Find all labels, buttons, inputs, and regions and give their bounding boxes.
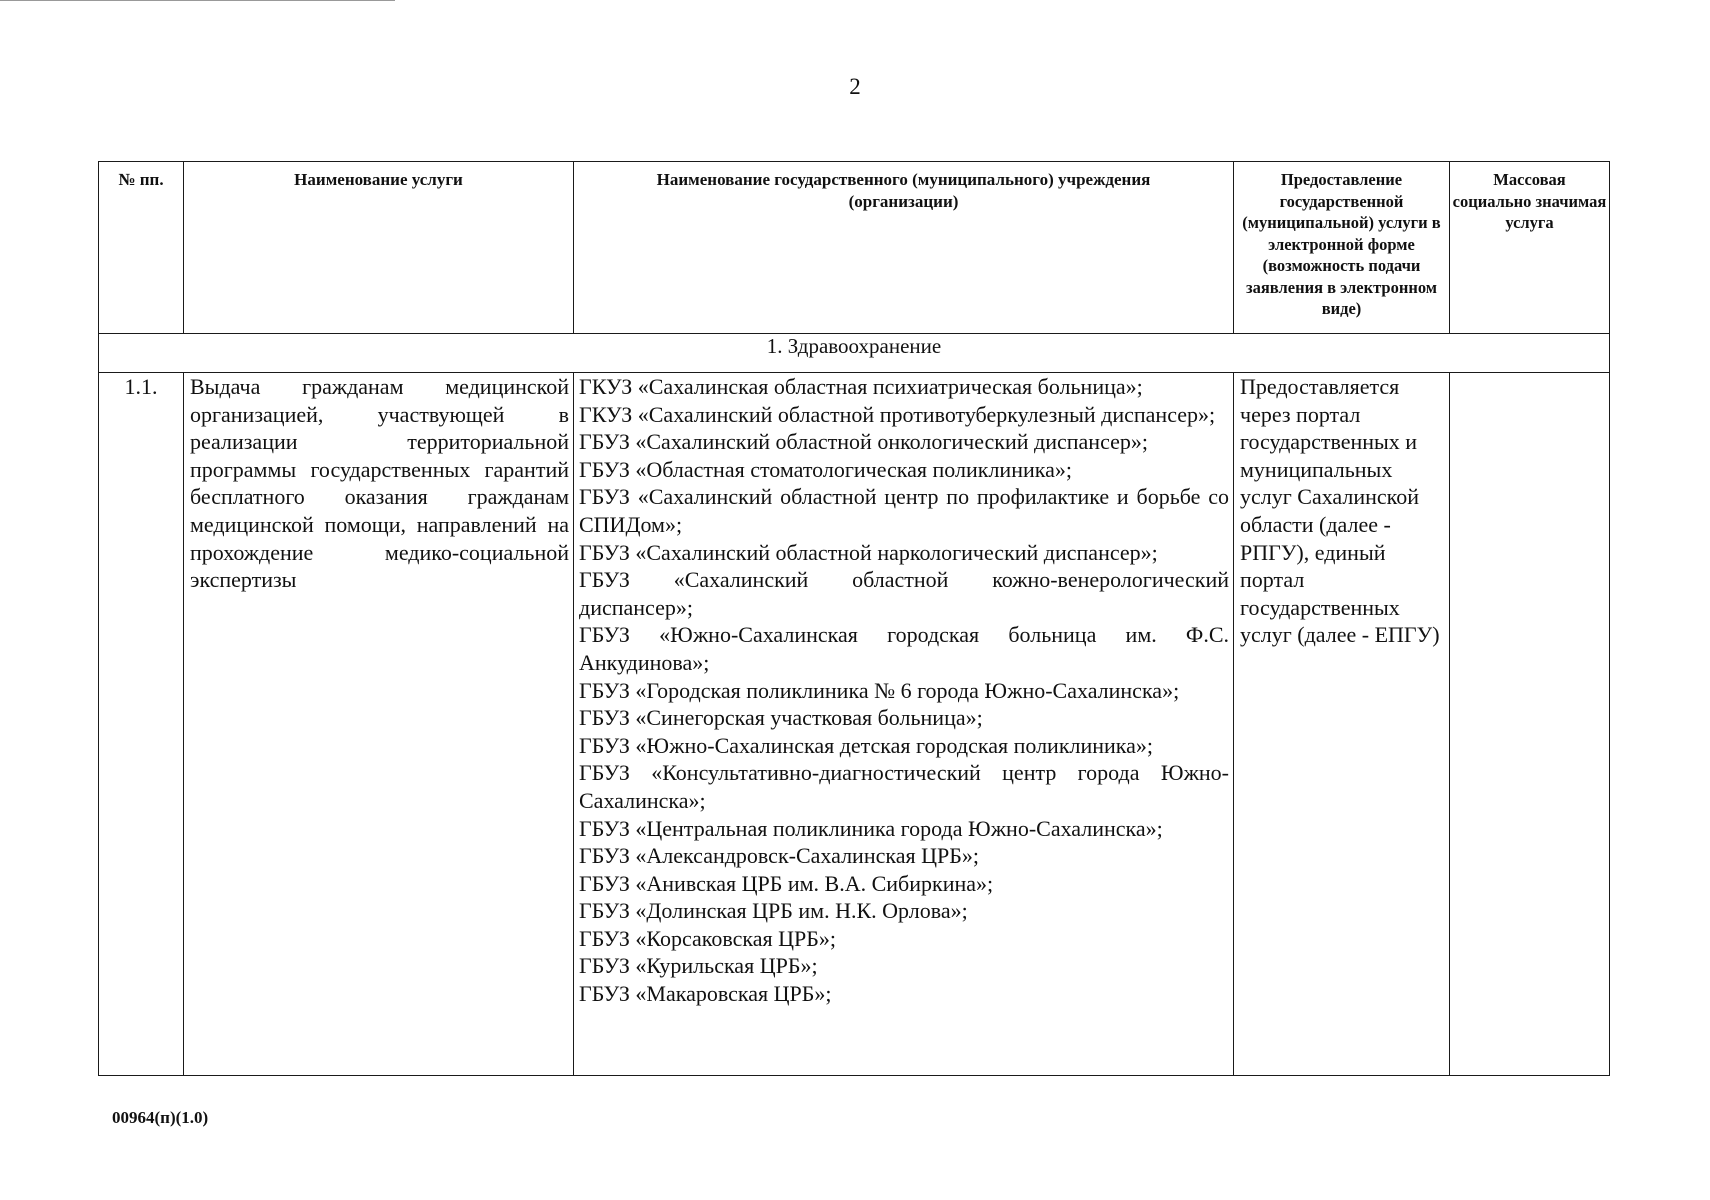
row-electronic-form: Предоставляется через портал государственных и муниципальных услуг Сахалинской области (далее - РПГУ), единый портал государственных услуг (далее - ЕПГУ) — [1234, 373, 1450, 1076]
page-number: 2 — [849, 74, 861, 99]
organization-item: ГБУЗ «Сахалинский областной онкологический диспансер»; — [579, 429, 1148, 455]
organization-item: ГБУЗ «Городская поликлиника № 6 города Южно-Сахалинска»; — [579, 677, 1180, 703]
organization-item: ГБУЗ «Южно-Сахалинская детская городская поликлиника»; — [579, 732, 1154, 758]
scan-edge-line — [0, 0, 395, 1]
organization-item: ГБУЗ «Консультативно-диагностический центр города Южно-Сахалинска»; — [579, 760, 1229, 813]
organization-item: ГКУЗ «Сахалинская областная психиатрическая больница»; — [579, 374, 1143, 399]
organization-item: ГБУЗ «Сахалинский областной кожно-венерологический диспансер»; — [579, 567, 1229, 620]
header-electronic: Предоставление государственной (муниципальной) услуги в электронной форме (возможность подачи заявления в электронном виде) — [1234, 162, 1450, 334]
header-organization — [574, 162, 1234, 334]
table-row — [99, 373, 1610, 1076]
organization-item: ГБУЗ «Сахалинский областной центр по профилактике и борьбе со СПИДом»; — [579, 484, 1229, 537]
header-num: № пп. — [99, 162, 184, 334]
table-header-row — [99, 162, 1610, 334]
organization-item: ГБУЗ «Областная стоматологическая поликлиника»; — [579, 456, 1072, 482]
organization-item: ГКУЗ «Сахалинский областной противотуберкулезный диспансер»; — [579, 401, 1216, 427]
document-code: 00964(п)(1.0) — [112, 1108, 209, 1127]
section-title: 1. Здравоохранение — [99, 334, 1610, 373]
organization-item: ГБУЗ «Макаровская ЦРБ»; — [579, 981, 832, 1007]
organization-item: ГБУЗ «Синегорская участковая больница»; — [579, 705, 983, 731]
organization-list — [579, 373, 1229, 1008]
organization-item: ГБУЗ «Долинская ЦРБ им. Н.К. Орлова»; — [579, 898, 968, 924]
organization-item: ГБУЗ «Курильская ЦРБ»; — [579, 953, 818, 979]
row-mass-service — [1450, 373, 1610, 1076]
organization-item: ГБУЗ «Южно-Сахалинская городская больница им. Ф.С. Анкудинова»; — [579, 622, 1229, 675]
organization-item: ГБУЗ «Центральная поликлиника города Южно-Сахалинска»; — [579, 815, 1163, 841]
header-mass: Массовая социально значимая услуга — [1450, 162, 1610, 334]
services-table — [98, 161, 1610, 1076]
section-row — [99, 334, 1610, 373]
organization-item: ГБУЗ «Анивская ЦРБ им. В.А. Сибиркина»; — [579, 870, 994, 896]
organization-item: ГБУЗ «Александровск-Сахалинская ЦРБ»; — [579, 843, 979, 869]
organization-item: ГБУЗ «Корсаковская ЦРБ»; — [579, 925, 836, 951]
row-service-name: Выдача гражданам медицинской организацией, участвующей в реализации территориальной программы государственных гарантий бесплатного оказания гражданам медицинской помощи, направлений на прохождение медико-социальной экспертизы — [184, 373, 574, 1076]
row-number: 1.1. — [99, 373, 184, 1076]
row-organizations — [574, 373, 1234, 1076]
header-organization-text: Наименование государственного (муниципального) учреждения (организации) — [656, 170, 1151, 211]
organization-item: ГБУЗ «Сахалинский областной наркологический диспансер»; — [579, 539, 1158, 565]
header-service: Наименование услуги — [184, 162, 574, 334]
